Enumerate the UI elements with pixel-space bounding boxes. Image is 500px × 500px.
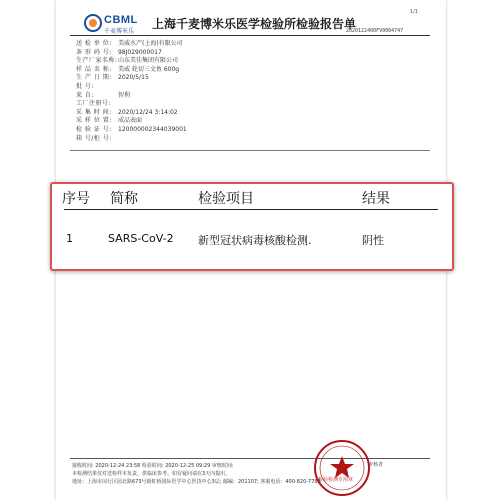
report-number: 2020122400FV0004747 (346, 28, 404, 34)
field-label: 批 号: (76, 82, 94, 90)
cell-short-name: SARS-CoV-2 (108, 232, 174, 245)
field-value: 2020/5/15 (118, 74, 149, 82)
brand-name: CBML (104, 14, 138, 26)
footer-times: 接收时间: 2020-12-24 23:58 检验时间: 2020-12-25 09:29 审核时间: (72, 463, 234, 469)
section-divider (70, 150, 430, 151)
cell-test-item: 新型冠状病毒核酸检测. (198, 234, 312, 247)
footer-divider (70, 458, 430, 459)
field-label: 生 产 日 期: (76, 74, 112, 82)
field-value: 美威 轮切三文鱼 600g (118, 65, 180, 73)
header-divider (70, 35, 430, 36)
field-value: 美威水产(上海)有限公司 (118, 40, 183, 47)
cell-no: 1 (66, 232, 73, 245)
field-value: 2020/12/24 3:14:02 (118, 108, 178, 116)
field-label: 条 形 码 号: (76, 48, 112, 56)
seal-text: 检验检测专用章 (318, 477, 354, 483)
field-label: 检 验 证 号: (76, 125, 112, 133)
field-value: 98J029000017 (118, 48, 162, 56)
official-seal-icon (312, 438, 372, 498)
logo-mark-icon (84, 14, 102, 32)
footer-disclaimer: 本检测结果仅对送检样本负责，供临床参考。如有疑问请在3天内提出。 (72, 471, 231, 477)
field-value: 智利 (118, 91, 131, 99)
field-label: 工厂注册号: (76, 100, 112, 108)
field-value: 成品表面 (118, 117, 143, 125)
field-label: 生产厂家名称: (76, 57, 118, 65)
approver-label: 审核者 (368, 462, 384, 468)
table-header-divider (64, 209, 438, 210)
field-label: 采 集 时 间: (76, 108, 112, 116)
brand-logo (84, 14, 150, 36)
header-result: 结果 (362, 191, 390, 207)
header-short-name: 简称 (110, 191, 138, 207)
header-test-item: 检验项目 (198, 191, 254, 207)
field-label: 来 自: (76, 91, 94, 99)
field-value: 120000002344039001 (118, 125, 187, 133)
field-label: 箱 号/柜 号: (76, 134, 112, 142)
page-number: 1/1 (410, 9, 419, 15)
brand-subtitle: 千麦博米乐 (104, 28, 135, 35)
cell-result: 阴性 (362, 234, 384, 247)
field-label: 采 样 位 置: (76, 117, 112, 125)
field-value: 山东美佳集团有限公司 (118, 57, 179, 65)
field-label: 送 检 单 位: (76, 40, 112, 47)
report-title: 上海千麦博米乐医学检验所检验报告单 (152, 17, 357, 31)
field-label: 样 品 名 称: (76, 65, 112, 73)
footer-address: 地址：上海市闵行区园北路673号新虹桥国际医学中心医技中心3层; 邮编：201107; 客服电话：400-820-7783 (72, 479, 321, 485)
results-table-highlight (50, 182, 454, 271)
header-no: 序号 (62, 191, 90, 207)
